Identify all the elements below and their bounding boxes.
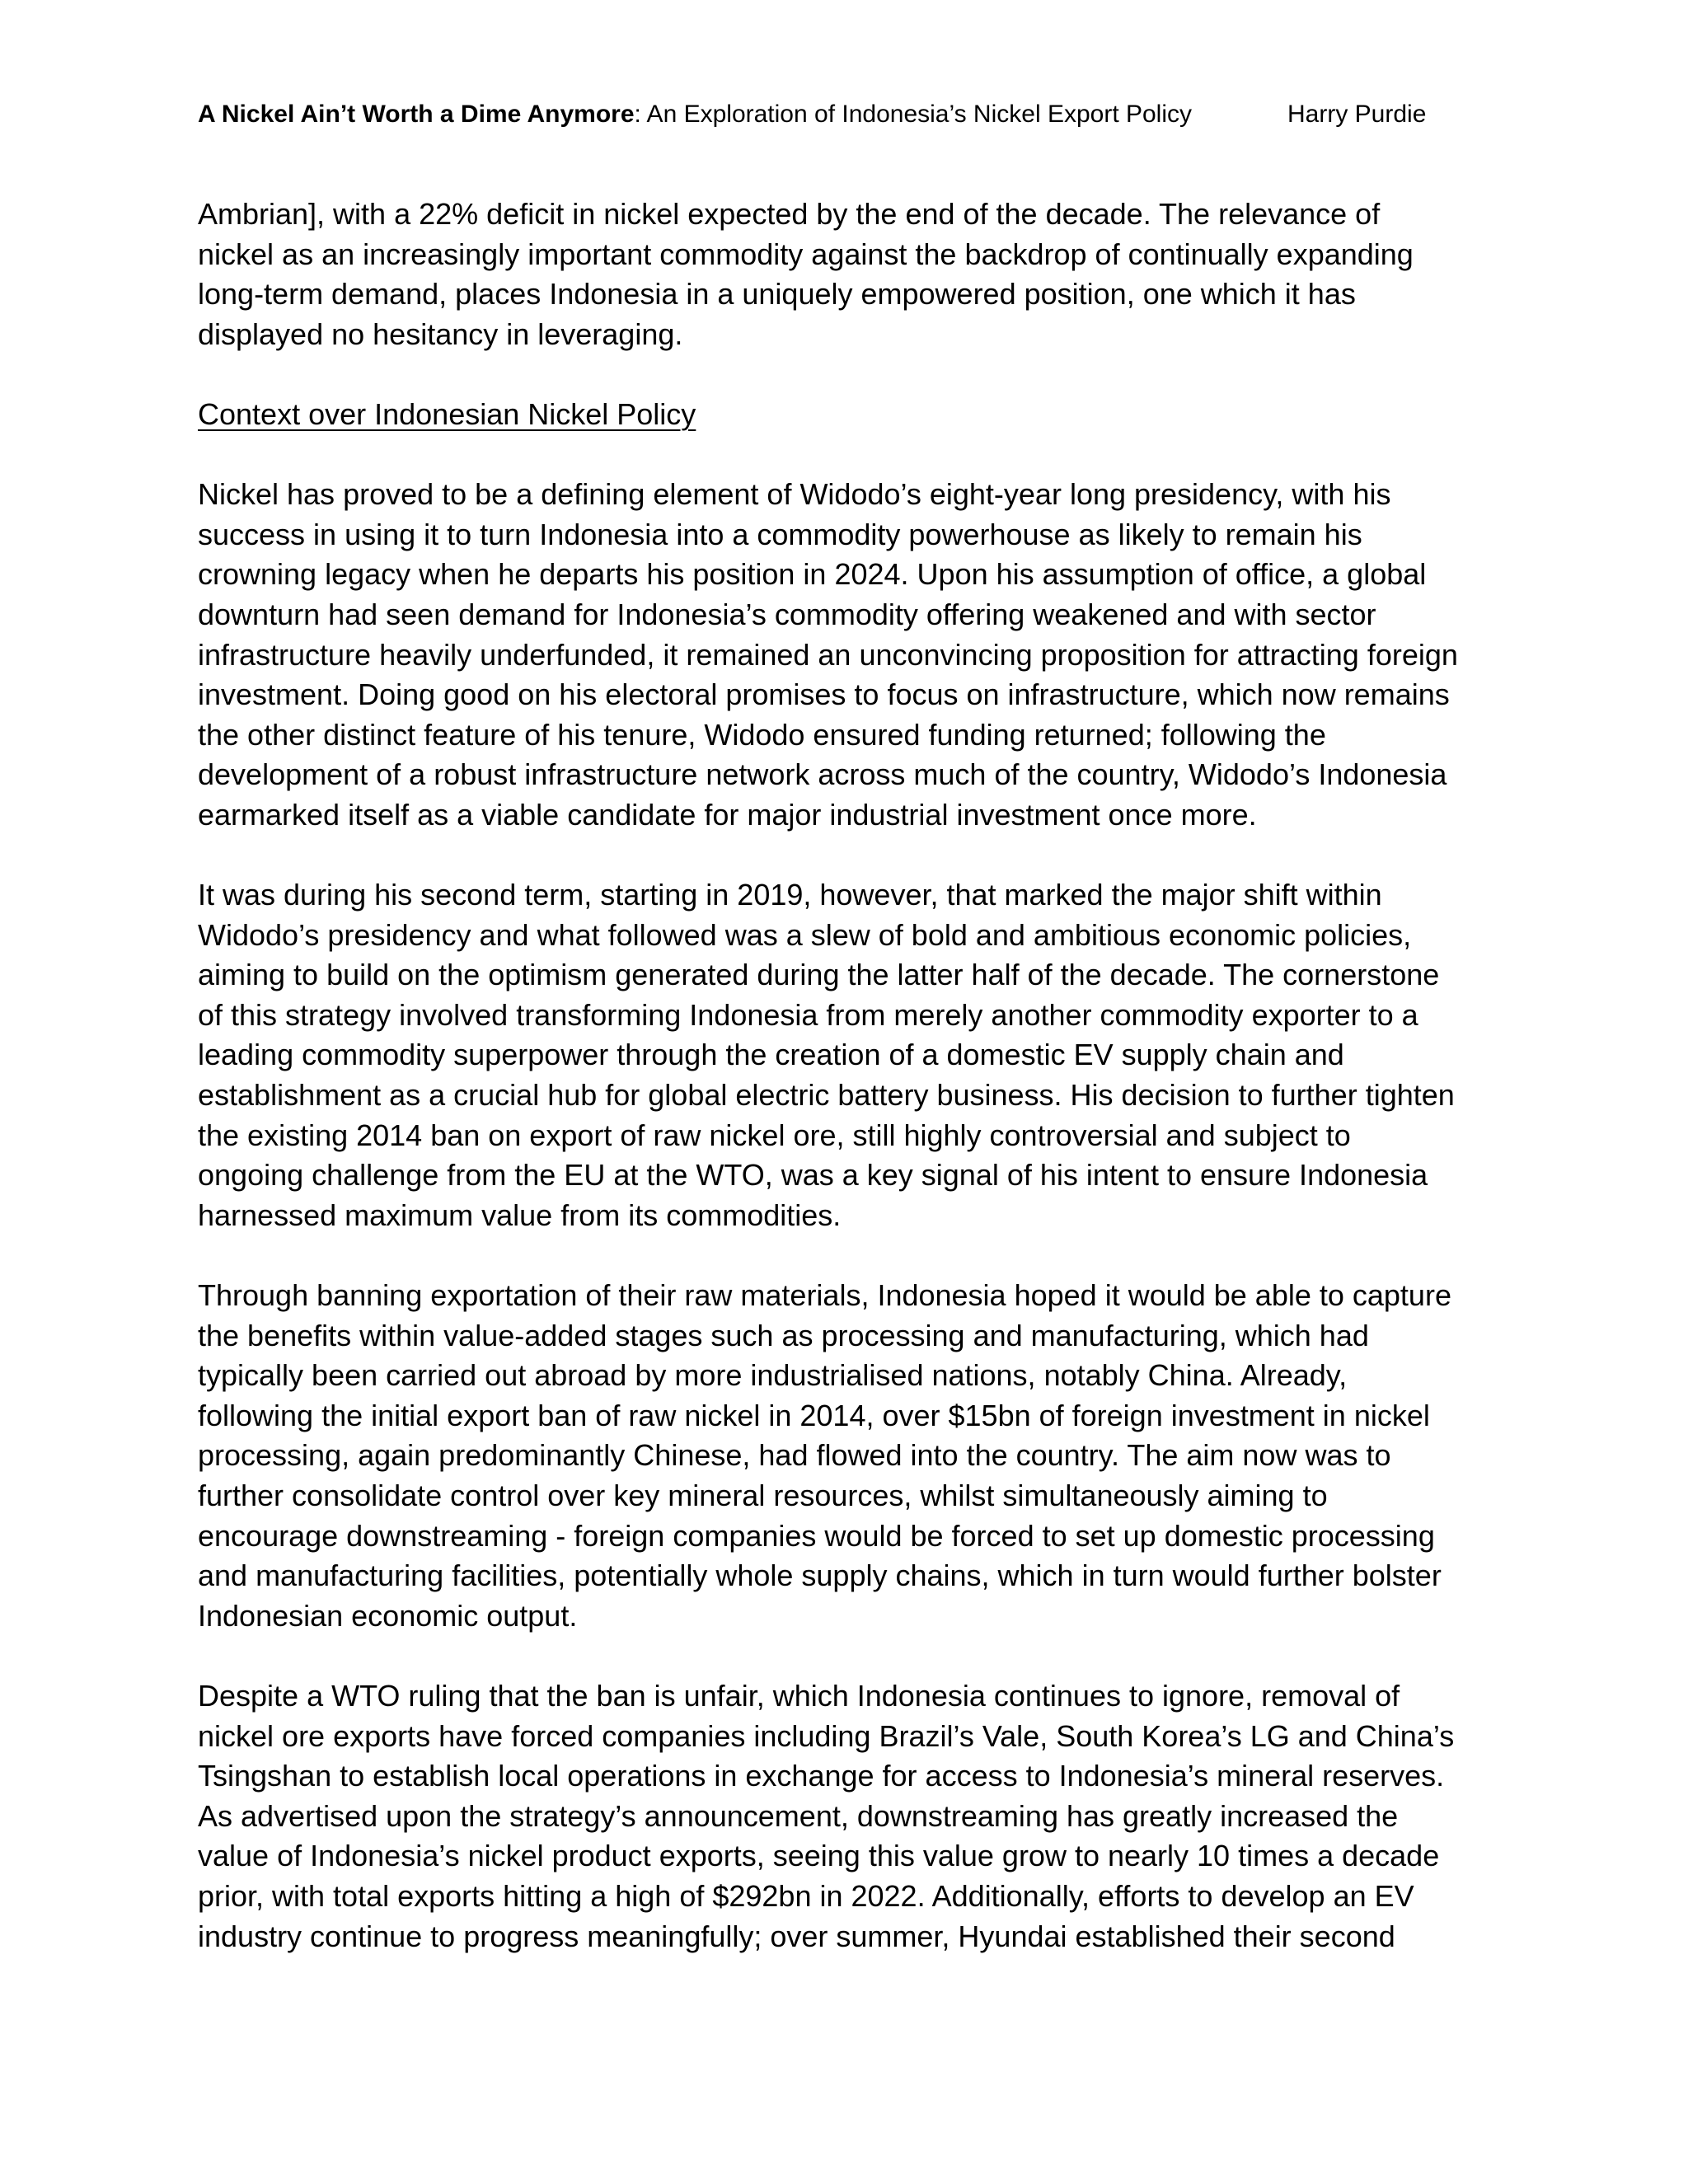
text-line: aiming to build on the optimism generated during the latter half of the decade. The cornerstone [198,958,1440,992]
document-body [198,194,1500,1997]
text-line: and manufacturing facilities, potentially whole supply chains, which in turn would further bolster [198,1558,1442,1593]
paragraph-intro-continued [198,194,1500,354]
text-line: displayed no hesitancy in leveraging. [198,316,683,351]
text-line: encourage downstreaming - foreign companies would be forced to set up domestic processing [198,1518,1435,1553]
text-line: typically been carried out abroad by more industrialised nations, notably China. Already, [198,1358,1348,1393]
text-line: infrastructure heavily underfunded, it remained an unconvincing proposition for attracting foreign [198,637,1458,672]
text-line: Through banning exportation of their raw materials, Indonesia hoped it would be able to capture [198,1278,1451,1313]
text-line: success in using it to turn Indonesia into a commodity powerhouse as likely to remain his [198,517,1362,551]
text-line: prior, with total exports hitting a high of $292bn in 2022. Additionally, efforts to develop an EV [198,1878,1414,1913]
text-line: earmarked itself as a viable candidate for major industrial investment once more. [198,797,1257,832]
header-author: Harry Purdie [1287,101,1427,128]
text-line: Despite a WTO ruling that the ban is unfair, which Indonesia continues to ignore, removal of [198,1678,1400,1713]
text-line: leading commodity superpower through the creation of a domestic EV supply chain and [198,1038,1344,1072]
text-line: the benefits within value-added stages such as processing and manufacturing, which had [198,1318,1369,1352]
text-line: Nickel has proved to be a defining element of Widodo’s eight-year long presidency, with his [198,477,1391,512]
header-title-subtitle: : An Exploration of Indonesia’s Nickel Export Policy [634,101,1193,128]
text-line: As advertised upon the strategy’s announcement, downstreaming has greatly increased the [198,1798,1399,1833]
header-title-bold: A Nickel Ain’t Worth a Dime Anymore [198,101,635,128]
text-line: downturn had seen demand for Indonesia’s commodity offering weakened and with sector [198,597,1376,631]
text-line: Ambrian], with a 22% deficit in nickel expected by the end of the decade. The relevance of [198,197,1381,231]
text-line: following the initial export ban of raw nickel in 2014, over $15bn of foreign investment in nickel [198,1398,1430,1432]
text-line: value of Indonesia’s nickel product exports, seeing this value grow to nearly 10 times a decade [198,1839,1440,1873]
text-line: further consolidate control over key mineral resources, whilst simultaneously aiming to [198,1479,1328,1512]
text-line: ongoing challenge from the EU at the WTO, was a key signal of his intent to ensure Indonesia [198,1158,1428,1193]
section-heading: Context over Indonesian Nickel Policy [198,396,696,431]
text-line: Widodo’s presidency and what followed was a slew of bold and ambitious economic policies, [198,917,1412,952]
text-line: long-term demand, places Indonesia in a uniquely empowered position, one which it has [198,277,1356,312]
text-line: It was during his second term, starting in 2019, however, that marked the major shift within [198,878,1382,912]
paragraph-export-ban [198,1276,1500,1636]
paragraph-second-term [198,875,1500,1235]
paragraph-widodo-presidency [198,475,1500,835]
text-line: of this strategy involved transforming Indonesia from merely another commodity exporter to a [198,997,1418,1032]
text-line: nickel as an increasingly important commodity against the backdrop of continually expanding [198,237,1414,271]
text-line: processing, again predominantly Chinese, had flowed into the country. The aim now was to [198,1438,1391,1473]
text-line: harnessed maximum value from its commodities. [198,1197,842,1232]
paragraph-wto-ruling [198,1676,1500,1957]
text-line: Tsingshan to establish local operations in exchange for access to Indonesia’s mineral reserves. [198,1759,1445,1793]
text-line: industry continue to progress meaningfully; over summer, Hyundai established their second [198,1919,1395,1953]
running-header [198,94,1484,135]
text-line: crowning legacy when he departs his position in 2024. Upon his assumption of office, a global [198,557,1427,592]
text-line: Indonesian economic output. [198,1598,578,1633]
text-line: nickel ore exports have forced companies including Brazil’s Vale, South Korea’s LG and China’s [198,1718,1455,1753]
text-line: investment. Doing good on his electoral promises to focus on infrastructure, which now remains [198,677,1450,712]
text-line: the existing 2014 ban on export of raw nickel ore, still highly controversial and subject to [198,1118,1351,1152]
text-line: the other distinct feature of his tenure, Widodo ensured funding returned; following the [198,717,1326,752]
text-line: development of a robust infrastructure network across much of the country, Widodo’s Indonesia [198,757,1447,792]
text-line: establishment as a crucial hub for global electric battery business. His decision to further tighten [198,1078,1455,1113]
